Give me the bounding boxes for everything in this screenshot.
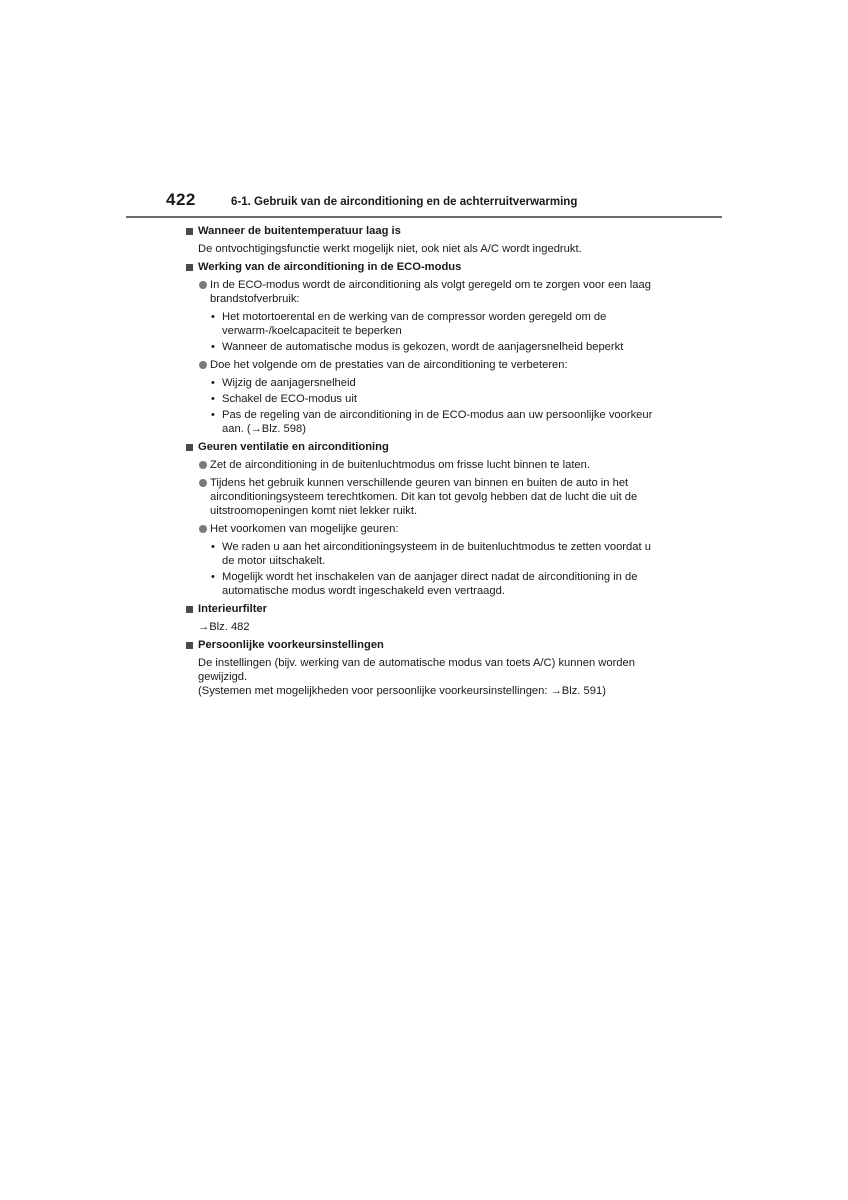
sub-item: • Het motortoerental en de werking van de compressor worden geregeld om de verwarm-/koelcapaciteit te beperken — [211, 311, 607, 337]
circle-bullet-icon — [199, 281, 207, 289]
square-bullet-icon — [186, 264, 193, 271]
dot-bullet-icon: • — [211, 571, 215, 583]
sub-item: • Schakel de ECO-modus uit — [211, 393, 357, 405]
dot-bullet-icon: • — [211, 393, 215, 405]
section-text: (Systemen met mogelijkheden voor persoonlijke voorkeursinstellingen: →Blz. 591) — [198, 685, 606, 697]
section-heading: Werking van de airconditioning in de ECO-modus — [186, 260, 666, 274]
sub-item: • Pas de regeling van de airconditioning in de ECO-modus aan uw persoonlijke voorkeur aan. (→Blz. 598) — [211, 409, 653, 435]
section-heading: Interieurfilter — [186, 602, 666, 616]
header-rule — [126, 216, 722, 218]
dot-bullet-icon: • — [211, 409, 215, 421]
bullet-item: Zet de airconditioning in de buitenluchtmodus om frisse lucht binnen te laten. — [210, 458, 666, 472]
section-text: De instellingen (bijv. werking van de automatische modus van toets A/C) kunnen worden gewijzigd. — [198, 657, 635, 683]
square-bullet-icon — [186, 606, 193, 613]
dot-bullet-icon: • — [211, 377, 215, 389]
square-bullet-icon — [186, 642, 193, 649]
circle-bullet-icon — [199, 361, 207, 369]
bullet-item: Tijdens het gebruik kunnen verschillende geuren van binnen en buiten de auto in het airconditioningsysteem terechtkomen. Dit kan tot gevolg hebben dat de lucht die uit de uitstroomopeningen komt niet lekker ruikt. — [210, 476, 666, 518]
dot-bullet-icon: • — [211, 541, 215, 553]
sub-item: • Wanneer de automatische modus is gekozen, wordt de aanjagersnelheid beperkt — [211, 341, 624, 353]
page-number: 422 — [166, 190, 196, 209]
section-heading: Persoonlijke voorkeursinstellingen — [186, 638, 666, 652]
section-text: De ontvochtigingsfunctie werkt mogelijk niet, ook niet als A/C wordt ingedrukt. — [198, 243, 582, 255]
bullet-item: Doe het volgende om de prestaties van de airconditioning te verbeteren: — [210, 358, 666, 372]
section-heading: Geuren ventilatie en airconditioning — [186, 440, 666, 454]
square-bullet-icon — [186, 444, 193, 451]
page-content — [186, 224, 666, 698]
sub-item: • Wijzig de aanjagersnelheid — [211, 377, 356, 389]
circle-bullet-icon — [199, 461, 207, 469]
section-heading: Wanneer de buitentemperatuur laag is — [186, 224, 666, 238]
bullet-item: Het voorkomen van mogelijke geuren: — [210, 522, 666, 536]
dot-bullet-icon: • — [211, 341, 215, 353]
sub-item: • We raden u aan het airconditioningsysteem in de buitenluchtmodus te zetten voordat u de motor uitschakelt. — [211, 541, 651, 567]
page-reference: →Blz. 482 — [198, 621, 250, 633]
circle-bullet-icon — [199, 525, 207, 533]
dot-bullet-icon: • — [211, 311, 215, 323]
bullet-item: In de ECO-modus wordt de airconditioning als volgt geregeld om te zorgen voor een laag brandstofverbruik: — [210, 278, 666, 306]
chapter-title: 6-1. Gebruik van de airconditioning en de achterruitverwarming — [231, 196, 578, 208]
page-header — [0, 188, 848, 222]
square-bullet-icon — [186, 228, 193, 235]
sub-item: • Mogelijk wordt het inschakelen van de aanjager direct nadat de airconditioning in de automatische modus wordt ingeschakeld even vertraagd. — [211, 571, 638, 597]
circle-bullet-icon — [199, 479, 207, 487]
